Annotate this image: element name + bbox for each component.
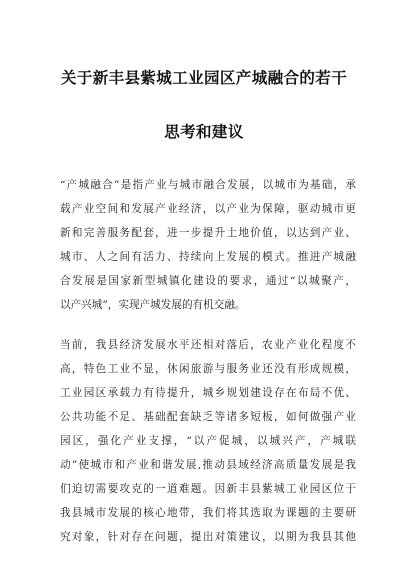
paragraph-2-line: 动”使城市和产业和谐发展,推动县域经济高质量发展是我 — [60, 459, 356, 471]
paragraph-1-line: 新和完善服务配套，进一步提升土地价值，以达到产业、 — [60, 227, 356, 239]
paragraph-1-line: “产城融合”是指产业与城市融合发展，以城市为基础，承 — [60, 179, 356, 191]
paragraph-1-line: 城市、人之间有活力、持续向上发展的模式。推进产城融 — [60, 251, 356, 263]
paragraph-2-line: 当前，我县经济发展水平还相对落后，农业产业化程度不 — [60, 339, 356, 351]
paragraph-2-line: 我县城市发展的核心地带，我们将其选取为课题的主要研 — [60, 507, 356, 519]
document-title-line-2: 思考和建议 — [164, 123, 244, 141]
paragraph-2-line: 工业园区承载力有待提升，城乡规划建设存在布局不优、 — [60, 387, 356, 399]
paragraph-1-line: 载产业空间和发展产业经济，以产业为保障，驱动城市更 — [60, 203, 356, 215]
paragraph-2-line: 园区，强化产业支撑，“以产促城，以城兴产，产城联 — [60, 435, 356, 447]
document-title-line-1: 关于新丰县紫城工业园区产城融合的若干 — [60, 69, 348, 87]
paragraph-2-line: 们迫切需要攻克的一道难题。因新丰县紫城工业园区位于 — [60, 483, 356, 495]
paragraph-2-line: 究对象，针对存在问题，提出对策建议，以期为我县其他 — [60, 531, 356, 543]
paragraph-1-line: 合发展是国家新型城镇化建设的要求，通过“以城聚产， — [60, 275, 356, 287]
paragraph-1-line: 以产兴城”，实现产城发展的有机交融。 — [60, 299, 246, 311]
paragraph-2-line: 高，特色工业不显，休闲旅游与服务业还没有形成规模， — [60, 363, 356, 375]
paragraph-2-line: 公共功能不足、基础配套缺乏等诸多短板，如何做强产业 — [60, 411, 356, 423]
